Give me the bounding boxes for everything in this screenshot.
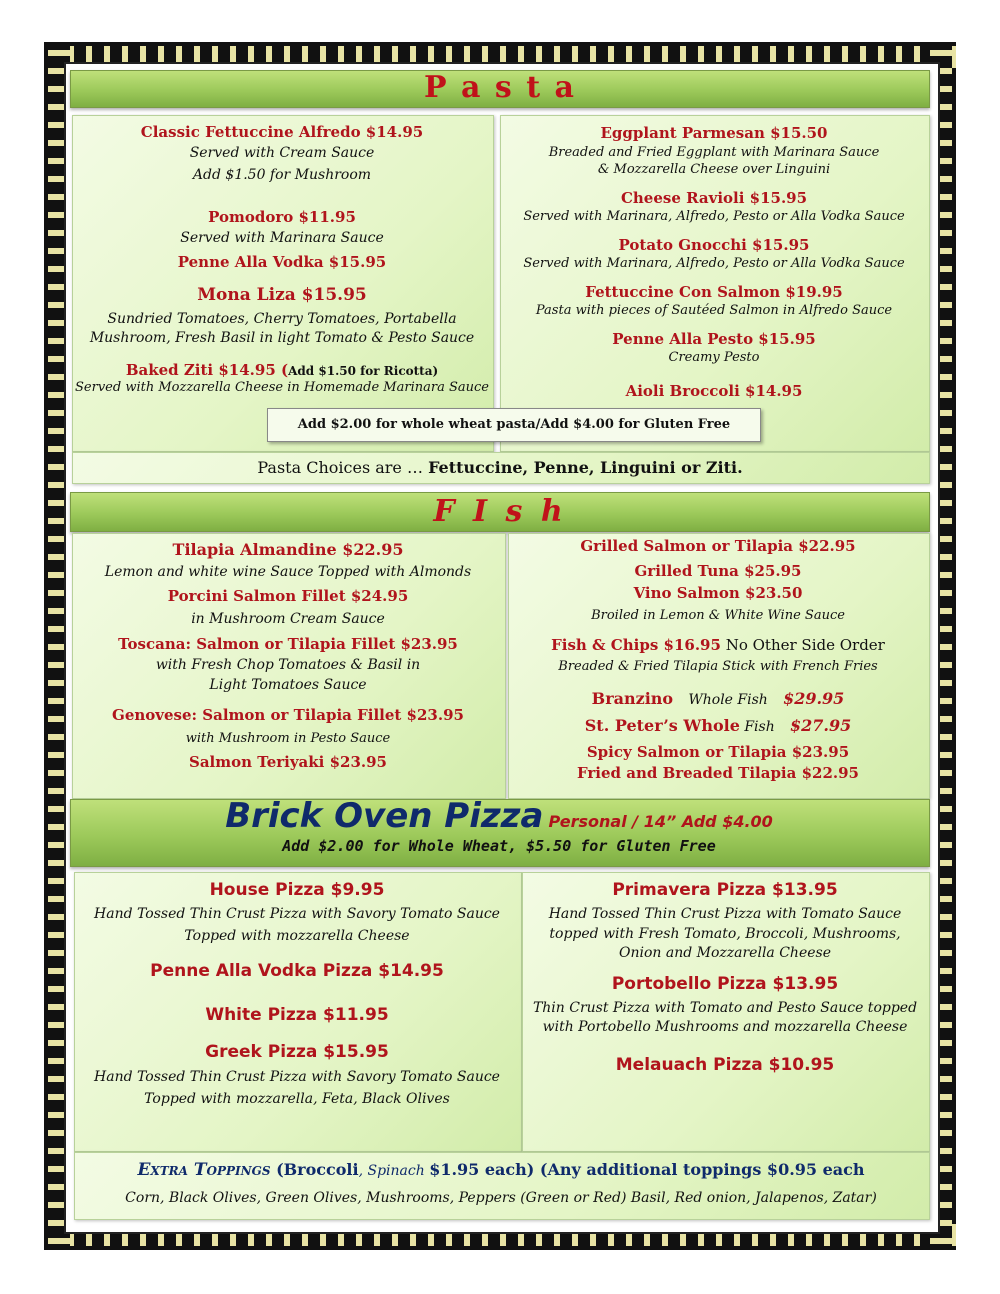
st-peter-name: St. Peter’s Whole: [584, 716, 740, 735]
pasta-item-desc: Sundried Tomatoes, Cherry Tomatoes, Portabella: [107, 311, 457, 327]
fish-item-grilled-salmon: Grilled Salmon or Tilapia $22.95: [580, 537, 856, 555]
pizza-whole-wheat-note: Add $2.00 for Whole Wheat, $5.50 for Gluten Free: [282, 837, 716, 855]
pizza-item-penne-vodka: Penne Alla Vodka Pizza $14.95: [150, 961, 444, 981]
branzino-mid: Whole Fish: [688, 692, 768, 708]
pizza-item-desc: Hand Tossed Thin Crust Pizza with Tomato Sauce: [548, 906, 902, 922]
pizza-item-greek: Greek Pizza $15.95: [205, 1042, 389, 1062]
fish-item-desc: in Mushroom Cream Sauce: [191, 611, 385, 627]
pasta-item-con-salmon: Fettuccine Con Salmon $19.95: [585, 283, 843, 301]
fish-item-desc: with Fresh Chop Tomatoes & Basil in: [155, 657, 421, 673]
fish-item-tuna: Grilled Tuna $25.95: [634, 562, 802, 580]
pasta-title: P a s t a: [424, 70, 576, 105]
toppings-part3: $1.95 each) (Any additional toppings $0.95 each: [429, 1160, 865, 1179]
branzino-name: Branzino: [591, 689, 674, 708]
pasta-item-desc: Served with Marinara, Alfredo, Pesto or Alla Vodka Sauce: [523, 209, 905, 224]
pasta-item-desc: & Mozzarella Cheese over Linguini: [597, 162, 831, 177]
pasta-item-alfredo: Classic Fettuccine Alfredo $14.95: [140, 123, 424, 141]
fish-item-porcini: Porcini Salmon Fillet $24.95: [167, 587, 409, 605]
pasta-item-gnocchi: Potato Gnocchi $15.95: [618, 236, 810, 254]
pizza-item-primavera: Primavera Pizza $13.95: [612, 880, 838, 900]
fish-item-fish-chips: [508, 636, 928, 654]
pasta-item-desc: Served with Marinara, Alfredo, Pesto or Alla Vodka Sauce: [523, 256, 905, 271]
fish-item-fried: Fried and Breaded Tilapia $22.95: [577, 764, 859, 782]
pizza-item-melauach: Melauach Pizza $10.95: [615, 1055, 835, 1075]
fish-item-desc: Broiled in Lemon & White Wine Sauce: [591, 608, 845, 623]
pasta-item-desc: Served with Marinara Sauce: [180, 230, 384, 246]
pizza-item-portobello: Portobello Pizza $13.95: [611, 974, 839, 994]
pasta-item-aioli: Aioli Broccoli $14.95: [625, 382, 803, 400]
fish-chips-note: No Other Side Order: [720, 636, 885, 654]
st-peter-mid: Fish: [739, 719, 775, 735]
fish-item-toscana: Toscana: Salmon or Tilapia Fillet $23.95: [118, 635, 458, 653]
pizza-item-desc: Hand Tossed Thin Crust Pizza with Savory Tomato Sauce: [94, 906, 500, 922]
pasta-item-baked-ziti: [72, 360, 492, 379]
pasta-choices: [72, 458, 928, 477]
toppings-heading: [74, 1160, 928, 1180]
pizza-item-desc: Onion and Mozzarella Cheese: [618, 945, 831, 961]
pasta-item-mona-liza: Mona Liza $15.95: [197, 285, 367, 305]
pasta-left-panel: [72, 115, 494, 452]
pizza-title: Brick Oven Pizza: [225, 796, 544, 836]
toppings-part1: (Broccoli: [270, 1160, 359, 1179]
pizza-item-desc: Hand Tossed Thin Crust Pizza with Savory Tomato Sauce: [94, 1069, 500, 1085]
toppings-part2: , Spinach: [358, 1163, 430, 1179]
pizza-item-desc: with Portobello Mushrooms and mozzarella Cheese: [542, 1019, 908, 1035]
pasta-item-desc: Breaded and Fried Eggplant with Marinara Sauce: [548, 145, 880, 160]
fish-item-desc: Light Tomatoes Sauce: [209, 677, 367, 693]
pasta-item-eggplant: Eggplant Parmesan $15.50: [600, 124, 828, 142]
fish-chips-name: Fish & Chips $16.95: [551, 636, 721, 654]
pasta-choices-prefix: Pasta Choices are …: [257, 458, 429, 477]
pizza-title-row: [70, 796, 928, 836]
pasta-whole-wheat-note: Add $2.00 for whole wheat pasta/Add $4.00 for Gluten Free: [267, 408, 761, 442]
pasta-item-desc: Served with Mozzarella Cheese in Homemade Marinara Sauce: [75, 380, 489, 395]
pasta-item-desc: Mushroom, Fresh Basil in light Tomato & Pesto Sauce: [89, 330, 475, 346]
pizza-item-desc: topped with Fresh Tomato, Broccoli, Mushrooms,: [549, 926, 901, 942]
pasta-item-ravioli: Cheese Ravioli $15.95: [620, 189, 808, 207]
fish-item-spicy: Spicy Salmon or Tilapia $23.95: [586, 743, 850, 761]
fish-item-st-peter: [508, 716, 928, 735]
st-peter-price: $27.95: [790, 716, 852, 735]
baked-ziti-ricotta: Add $1.50 for Ricotta): [288, 364, 439, 378]
fish-item-almandine: Tilapia Almandine $22.95: [172, 540, 404, 559]
pasta-item-desc: Add $1.50 for Mushroom: [192, 167, 372, 183]
pasta-item-desc: Creamy Pesto: [668, 350, 760, 365]
pizza-item-desc: Topped with mozzarella, Feta, Black Olives: [144, 1091, 450, 1107]
fish-item-genovese: Genovese: Salmon or Tilapia Fillet $23.95: [112, 706, 464, 724]
toppings-label: Extra Toppings: [137, 1160, 271, 1180]
pasta-item-desc: Pasta with pieces of Sautéed Salmon in Alfredo Sauce: [535, 303, 893, 318]
fish-title: F I s h: [433, 494, 567, 529]
fish-header-bar: [70, 492, 930, 532]
pasta-choices-list: Fettuccine, Penne, Linguini or Ziti.: [428, 458, 743, 477]
pizza-item-desc: Topped with mozzarella Cheese: [184, 928, 410, 944]
fish-item-vino: Vino Salmon $23.50: [633, 584, 803, 602]
pasta-item-vodka: Penne Alla Vodka $15.95: [177, 253, 387, 271]
fish-item-branzino: [508, 689, 928, 708]
fish-item-desc: with Mushroom in Pesto Sauce: [185, 731, 391, 746]
fish-item-desc: Lemon and white wine Sauce Topped with Almonds: [104, 564, 472, 580]
toppings-list: Corn, Black Olives, Green Olives, Mushrooms, Peppers (Green or Red) Basil, Red onion, Jalapenos, Zatar): [125, 1190, 877, 1206]
pasta-header-bar: [70, 70, 930, 108]
fish-item-teriyaki: Salmon Teriyaki $23.95: [189, 753, 387, 771]
branzino-price: $29.95: [783, 689, 845, 708]
baked-ziti-name: Baked Ziti $14.95 (: [125, 361, 289, 379]
pasta-item-pesto: Penne Alla Pesto $15.95: [612, 330, 816, 348]
pizza-item-desc: Thin Crust Pizza with Tomato and Pesto Sauce topped: [532, 1000, 918, 1016]
pizza-subtitle: Personal / 14” Add $4.00: [548, 812, 773, 831]
pasta-item-desc: Served with Cream Sauce: [189, 145, 375, 161]
pizza-item-house: House Pizza $9.95: [209, 880, 385, 900]
pizza-item-white: White Pizza $11.95: [205, 1005, 389, 1025]
pasta-item-pomodoro: Pomodoro $11.95: [208, 208, 356, 226]
fish-item-desc: Breaded & Fried Tilapia Stick with French Fries: [558, 659, 878, 674]
